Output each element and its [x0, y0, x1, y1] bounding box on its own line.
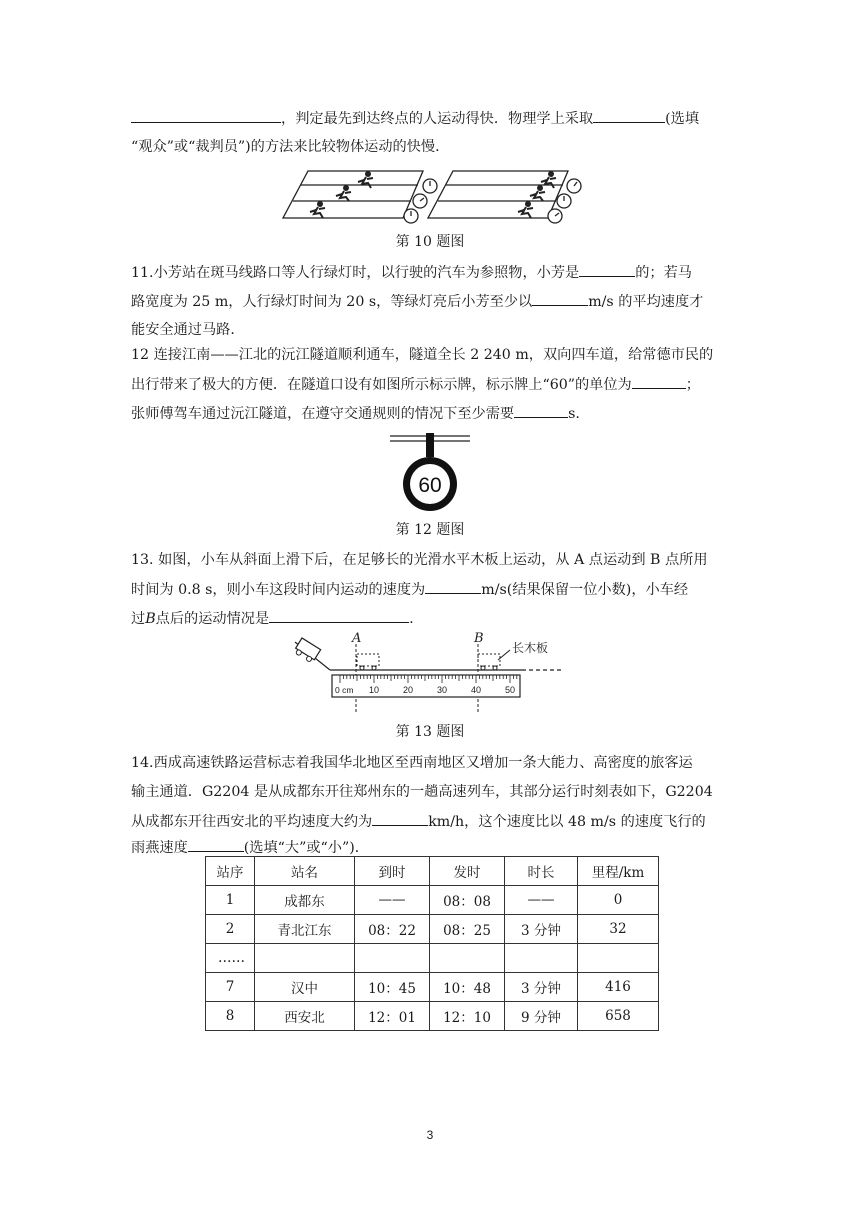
answer-blank — [579, 262, 635, 277]
q14-line-1: 14.西成高速铁路运营标志着我国华北地区至西南地区又增加一条大能力、高密度的旅客运 — [131, 755, 693, 771]
q13-line-2: 时间为 0.8 s，则小车这段时间内运动的速度为 m/s(结果保留一位小数)，小车经 — [131, 579, 731, 600]
table-header: 发时 — [430, 857, 505, 886]
q12-line-2: 出行带来了极大的方便．在隧道口设有如图所示标示牌，标示牌上“60”的单位为 ； — [131, 374, 731, 395]
answer-blank — [188, 837, 244, 852]
answer-blank — [131, 108, 281, 123]
table-row: …… — [206, 944, 659, 973]
ruler-tick-label: 30 — [436, 685, 448, 695]
q10-line-2: “观众”或“裁判员”)的方法来比较物体运动的快慢． — [131, 139, 450, 155]
q14-line-2: 输主通道．G2204 是从成都东开往郑州东的一趟高速列车，其部分运行时刻表如下，G2204 — [131, 784, 713, 800]
q11-line-3: 能安全通过马路． — [131, 322, 245, 338]
figure-caption-12: 第 12 题图 — [395, 522, 465, 538]
answer-blank — [532, 291, 588, 306]
ruler-tick-label: 40 — [470, 685, 482, 695]
figure-caption-13: 第 13 题图 — [395, 724, 465, 740]
table-row: 7 汉中 10：45 10：48 3 分钟 416 — [206, 973, 659, 1002]
q14-line-4: 雨燕速度 (选填“大”或“小”)． — [131, 837, 731, 858]
q13-line-3: 过B点后的运动情况是 . — [131, 608, 731, 629]
table-row: 2 青北江东 08：22 08：25 3 分钟 32 — [206, 915, 659, 944]
race-figure — [278, 166, 588, 228]
speed-limit-sign — [380, 430, 480, 516]
table-row: 1 成都东 —— 08：08 —— 0 — [206, 886, 659, 915]
answer-blank — [593, 108, 665, 123]
table-header: 里程/km — [578, 857, 659, 886]
figure-caption-10: 第 10 题图 — [395, 234, 465, 250]
q11-line-2: 路宽度为 25 m，人行绿灯时间为 20 s，等绿灯亮后小芳至少以 m/s 的平均速度才 — [131, 291, 731, 312]
q10-line-1: ，判定最先到达终点的人运动得快．物理学上采取 (选填 — [131, 108, 731, 129]
table-row: 8 西安北 12：01 12：10 9 分钟 658 — [206, 1002, 659, 1031]
answer-blank — [632, 374, 686, 389]
board-label: 长木板 — [512, 641, 549, 655]
ruler-tick-label: 50 — [504, 685, 516, 695]
table-header-row — [206, 857, 659, 886]
ruler-tick-label: 20 — [402, 685, 414, 695]
page-number: 3 — [426, 1128, 434, 1142]
cart-board-figure — [290, 630, 590, 715]
runner-icons — [310, 171, 556, 218]
train-timetable — [205, 856, 659, 1031]
table-header: 到时 — [355, 857, 430, 886]
point-b-label: B — [474, 631, 484, 646]
table-header: 站名 — [255, 857, 355, 886]
q12-line-1: 12 连接江南——江北的沅江隧道顺利通车，隧道全长 2 240 m，双向四车道，给常德市民的 — [131, 347, 714, 363]
ruler-tick-label: 10 — [368, 685, 380, 695]
answer-blank — [514, 403, 568, 418]
ruler-unit: 0 cm — [335, 685, 354, 695]
track-right — [428, 171, 568, 218]
table-header: 时长 — [505, 857, 578, 886]
sign-value: 60 — [418, 474, 442, 497]
track-left — [283, 171, 423, 218]
q14-line-3: 从成都东开往西安北的平均速度大约为 km/h，这个速度比以 48 m/s 的速度飞行的 — [131, 811, 731, 832]
q13-line-1: 13. 如图，小车从斜面上滑下后，在足够长的光滑水平木板上运动，从 A 点运动到 B 点所用 — [131, 552, 708, 568]
q11-line-1: 11.小芳站在斑马线路口等人行绿灯时，以行驶的汽车为参照物，小芳是 的；若马 — [131, 262, 731, 283]
answer-blank — [425, 579, 481, 594]
q12-line-3: 张师傅驾车通过沅江隧道，在遵守交通规则的情况下至少需要 s. — [131, 403, 731, 424]
answer-blank — [372, 811, 428, 826]
point-a-label: A — [352, 631, 362, 646]
answer-blank — [269, 608, 409, 623]
table-header: 站序 — [206, 857, 255, 886]
